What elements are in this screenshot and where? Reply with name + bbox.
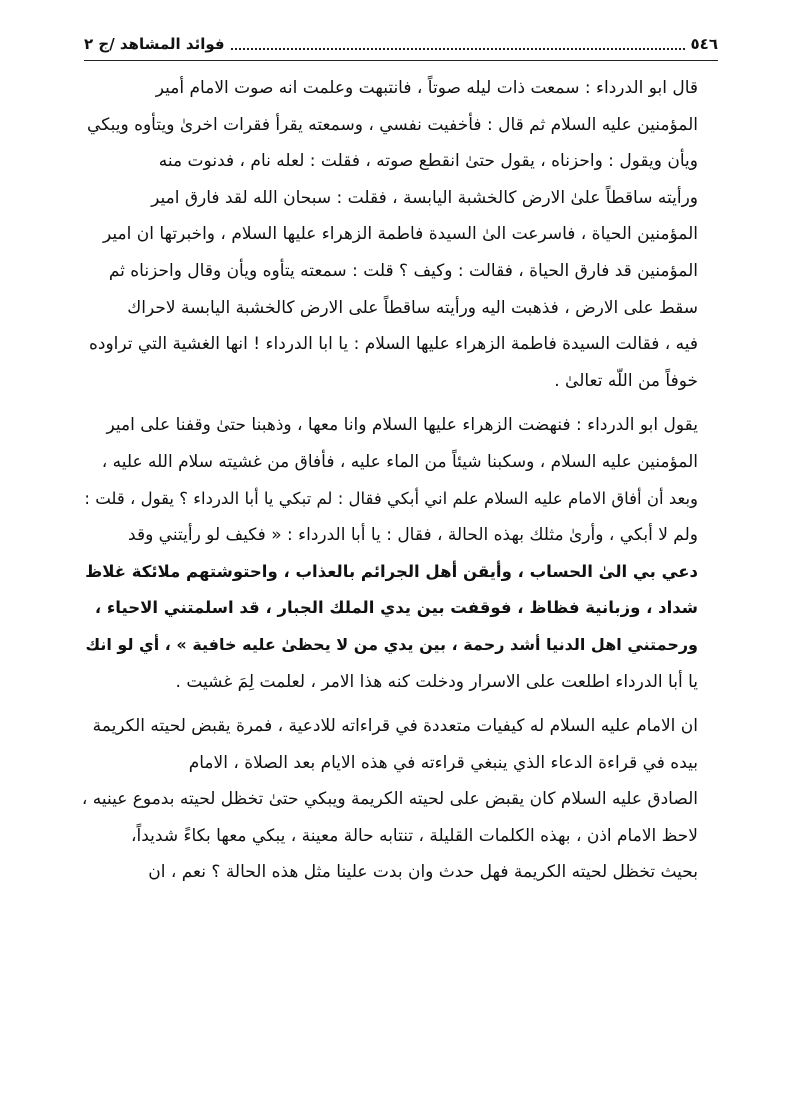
text-line: خوفاً من اللّه تعالىٰ . [554, 370, 698, 391]
text-line: المؤمنين قد فارق الحياة ، فقالت : وكيف ؟ قلت : سمعته يتأوه ويأن وقال واحزناه ثم [108, 260, 698, 281]
text-line: ولم لا أبكي ، وأرىٰ مثلك بهذه الحالة ، فقال : يا أبا الدرداء : « فكيف لو رأيتني وقد [128, 525, 698, 546]
body-text [80, 70, 720, 891]
text-line: بيده في قراءة الدعاء الذي ينبغي قراءته في هذه الايام بعد الصلاة ، الامام [188, 752, 698, 773]
paragraph-3 [80, 708, 720, 891]
text-line: بحيث تخظل لحيته الكريمة فهل حدث وان بدت علينا مثل هذه الحالة ؟ نعم ، ان [148, 862, 698, 883]
text-line-bold: ورحمتني اهل الدنيا أشد رحمة ، بين يدي من لا يحظىٰ عليه خافية » ، أي لو انك [85, 634, 698, 654]
text-line: سقط على الارض ، فذهبت اليه ورأيته ساقطاً على الارض كالخشبة اليابسة لاحراك [127, 297, 698, 318]
text-line-bold: دعي بي الىٰ الحساب ، وأيقن أهل الجرائم بالعذاب ، واحتوشتهم ملائكة غلاظ [85, 561, 698, 581]
text-line: قال ابو الدرداء : سمعت ذات ليله صوتاً ، فانتبهت وعلمت انه صوت الامام أمير [155, 78, 698, 98]
text-line: المؤمنين عليه السلام ثم قال : فأخفيت نفسي ، وسمعته يقرأ فقرات اخرىٰ ويتأوه ويبكي [87, 114, 698, 135]
dotted-leader [231, 38, 685, 50]
text-line: المؤمنين عليه السلام ، وسكبنا شيئاً من الماء عليه ، فأفاق من غشيته سلام الله عليه ، [101, 451, 698, 472]
paragraph-2 [80, 407, 720, 700]
text-line: الصادق عليه السلام كان يقبض على لحيته الكريمة ويبكي حتىٰ تخظل لحيته بدموع عينيه ، [81, 789, 698, 810]
text-line: فيه ، فقالت السيدة فاطمة الزهراء عليها السلام : يا ابا الدرداء ! انها الغشية التي تراوده [88, 334, 698, 355]
text-line: لاحظ الامام اذن ، بهذه الكلمات القليلة ، تنتابه حالة معينة ، يبكي معها بكاءً شديداً، [131, 825, 698, 846]
paragraph-1 [80, 70, 720, 399]
text-line: المؤمنين الحياة ، فاسرعت الىٰ السيدة فاطمة الزهراء عليها السلام ، واخبرتها ان امير [102, 224, 698, 245]
text-line: يقول ابو الدرداء : فنهضت الزهراء عليها السلام وانا معها ، وذهبنا حتىٰ وقفنا على امير [106, 415, 698, 436]
page-number: ٥٤٦ [690, 35, 718, 53]
text-line: وبعد أن أفاق الامام عليه السلام علم اني أبكي فقال : لم تبكي يا أبا الدرداء ؟ يقول ، قلت : [84, 488, 698, 508]
header-rule [84, 60, 718, 61]
text-line: ويأن ويقول : واحزناه ، يقول حتىٰ انقطع صوته ، فقلت : لعله نام ، فدنوت منه [158, 151, 698, 172]
running-header [84, 30, 718, 58]
text-line: ان الامام عليه السلام له كيفيات متعددة في قراءاته للادعية ، فمرة يقبض لحيته الكريمة [92, 716, 698, 737]
text-line: يا أبا الدرداء اطلعت على الاسرار ودخلت كنه هذا الامر ، لعلمت لِمَ غشيت . [175, 671, 698, 692]
text-line: ورأيته ساقطاً علىٰ الارض كالخشبة اليابسة ، فقلت : سبحان الله لقد فارق امير [151, 187, 698, 208]
book-title: فوائد المشاهد /ج ٢ [84, 35, 225, 53]
text-line-bold: شداد ، وزبانية فظاظ ، فوقفت بين يدي الملك الجبار ، قد اسلمتني الاحياء ، [94, 598, 698, 618]
